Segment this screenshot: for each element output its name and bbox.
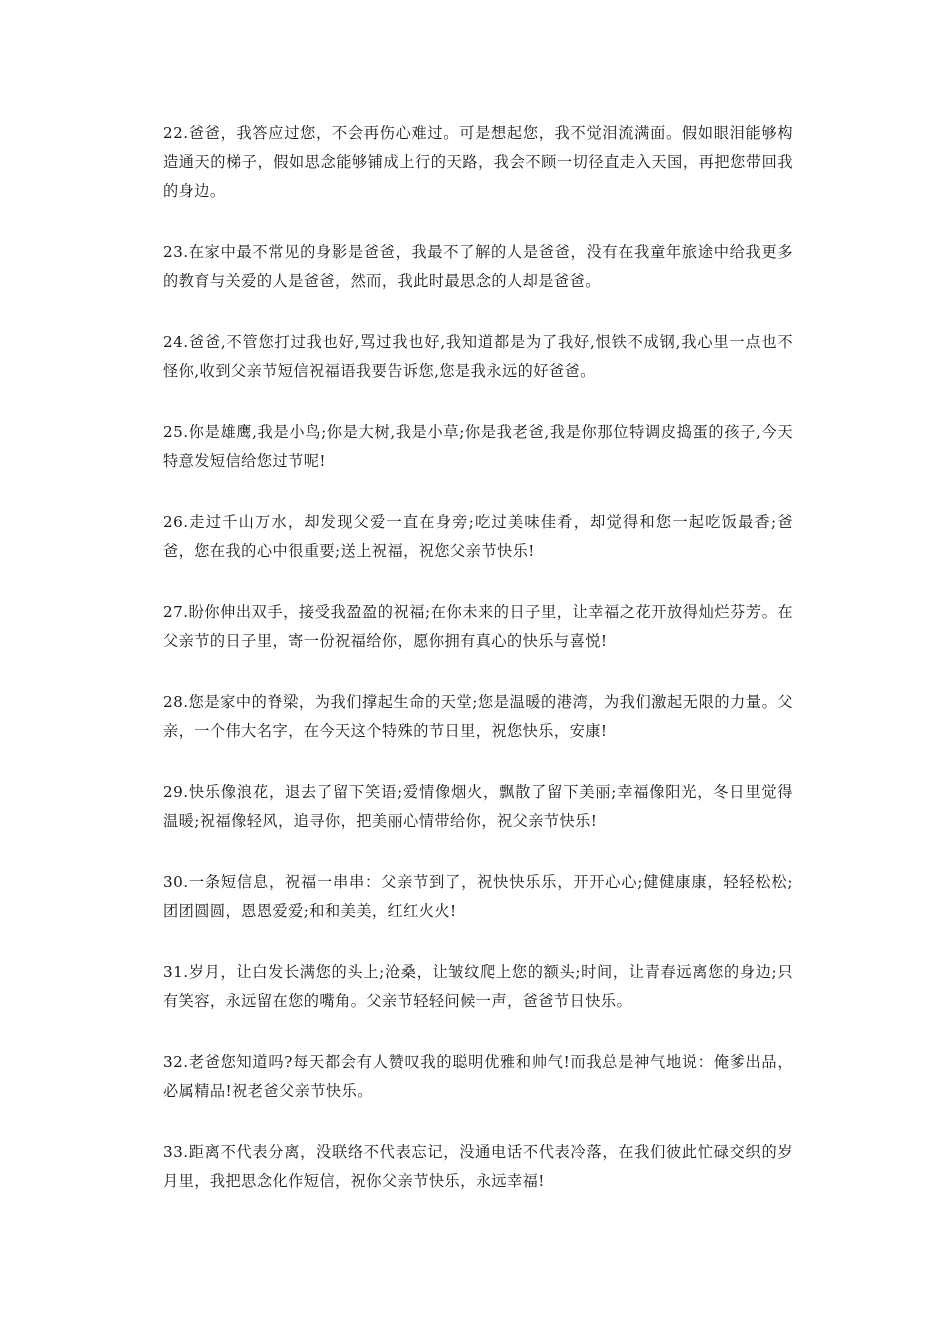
- paragraph-27: 27.盼你伸出双手，接受我盈盈的祝福;在你未来的日子里，让幸福之花开放得灿烂芬芳。在父亲节的日子里，寄一份祝福给你，愿你拥有真心的快乐与喜悦!: [163, 603, 793, 650]
- paragraph-24: 24.爸爸,不管您打过我也好,骂过我也好,我知道都是为了我好,恨铁不成钢,我心里一点也不怪你,收到父亲节短信祝福语我要告诉您,您是我永远的好爸爸。: [163, 333, 793, 380]
- paragraph-30: 30.一条短信息，祝福一串串：父亲节到了，祝快快乐乐，开开心心;健健康康，轻轻松松;团团圆圆，恩恩爱爱;和和美美，红红火火!: [163, 873, 793, 920]
- paragraph-33: 33.距离不代表分离，没联络不代表忘记，没通电话不代表冷落，在我们彼此忙碌交织的岁月里，我把思念化作短信，祝你父亲节快乐，永远幸福!: [163, 1143, 793, 1190]
- paragraph-32: 32.老爸您知道吗?每天都会有人赞叹我的聪明优雅和帅气!而我总是神气地说：俺爹出品，必属精品!祝老爸父亲节快乐。: [163, 1053, 793, 1100]
- paragraph-25: 25.你是雄鹰,我是小鸟;你是大树,我是小草;你是我老爸,我是你那位特调皮捣蛋的孩子,今天特意发短信给您过节呢!: [163, 423, 793, 470]
- paragraph-28: 28.您是家中的脊梁，为我们撑起生命的天堂;您是温暖的港湾，为我们激起无限的力量。父亲，一个伟大名字，在今天这个特殊的节日里，祝您快乐，安康!: [163, 693, 793, 740]
- document-body: [163, 119, 793, 1228]
- paragraph-23: 23.在家中最不常见的身影是爸爸，我最不了解的人是爸爸，没有在我童年旅途中给我更多的教育与关爱的人是爸爸，然而，我此时最思念的人却是爸爸。: [163, 243, 793, 290]
- paragraph-22: 22.爸爸，我答应过您，不会再伤心难过。可是想起您，我不觉泪流满面。假如眼泪能够构造通天的梯子，假如思念能够铺成上行的天路，我会不顾一切径直走入天国，再把您带回我的身边。: [163, 124, 793, 200]
- paragraph-26: 26.走过千山万水，却发现父爱一直在身旁;吃过美味佳肴，却觉得和您一起吃饭最香;爸爸，您在我的心中很重要;送上祝福，祝您父亲节快乐!: [163, 513, 793, 560]
- paragraph-31: 31.岁月，让白发长满您的头上;沧桑，让皱纹爬上您的额头;时间，让青春远离您的身边;只有笑容，永远留在您的嘴角。父亲节轻轻问候一声，爸爸节日快乐。: [163, 963, 793, 1010]
- paragraph-29: 29.快乐像浪花，退去了留下笑语;爱情像烟火，飘散了留下美丽;幸福像阳光，冬日里觉得温暖;祝福像轻风，追寻你，把美丽心情带给你，祝父亲节快乐!: [163, 783, 793, 830]
